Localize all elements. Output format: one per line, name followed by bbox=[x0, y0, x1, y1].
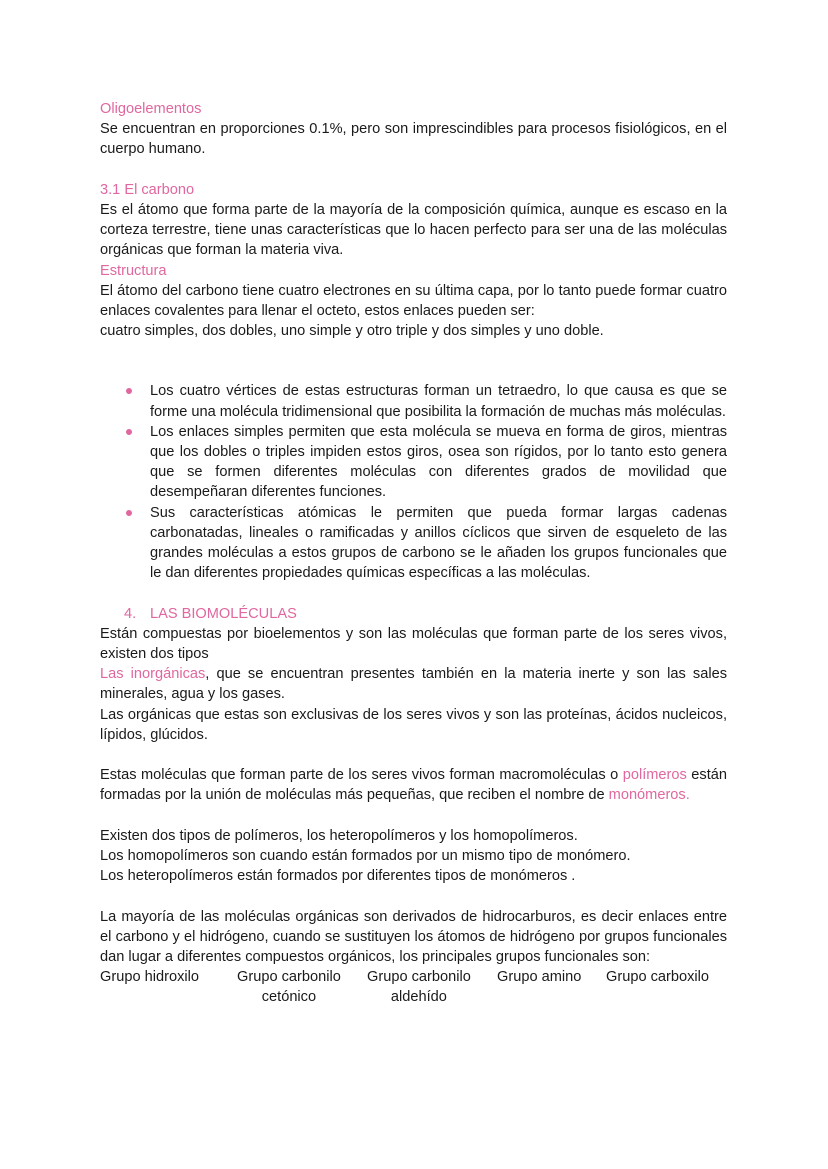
oligo-heading: Oligoelementos bbox=[100, 101, 202, 117]
document-content bbox=[100, 99, 727, 1009]
oligo-paragraph: Se encuentran en proporciones 0.1%, pero son imprescindibles para procesos fisiológicos, en el cuerpo humano. bbox=[100, 121, 727, 158]
estructura-paragraph: El átomo del carbono tiene cuatro electrones en su última capa, por lo tanto puede formar cuatro enlaces covalentes para llenar el octeto, estos enlaces pueden ser: bbox=[100, 282, 727, 320]
carbono-paragraph: Es el átomo que forma parte de la mayoría de la composición química, aunque es escaso en la corteza terrestre, tiene unas características que lo hacen perfecto para ser una de las moléculas orgánicas que forman la materia viva. bbox=[100, 202, 727, 259]
polimeros-text-a: Estas moléculas que forman parte de los seres vivos forman macromoléculas o bbox=[100, 767, 623, 784]
polimeros-text-b: están formadas por la unión de moléculas más pequeñas, que reciben el nombre de bbox=[100, 767, 727, 804]
inorganicas-paragraph bbox=[100, 664, 727, 704]
tipos-line-1: Existen dos tipos de polímeros, los heteropolímeros y los homopolímeros. bbox=[100, 827, 578, 844]
inorganicas-label: Las inorgánicas bbox=[100, 666, 206, 683]
carbono-heading: 3.1 El carbono bbox=[100, 181, 195, 198]
estructura-heading: Estructura bbox=[100, 262, 167, 279]
inorganicas-text: , que se encuentran presentes también en la materia inerte y son las sales minerales, agua y los gases. bbox=[100, 666, 727, 703]
bullet-dot-icon bbox=[126, 510, 132, 516]
functional-group bbox=[237, 967, 341, 1007]
functional-group bbox=[100, 967, 199, 987]
bullet-text: Los enlaces simples permiten que esta molécula se mueva en forma de giros, mientras que los dobles o triples impiden estos giros, osea son rígidos, por lo tanto esto genera que se formen diferentes moléculas con diferentes grados de movilidad que desempeñaran diferentes funciones. bbox=[150, 423, 727, 501]
group-subname: aldehído bbox=[390, 989, 447, 1006]
bullet-item bbox=[100, 381, 727, 421]
functional-group bbox=[606, 967, 709, 987]
section-title: LAS BIOMOLÉCULAS bbox=[150, 605, 297, 622]
tipos-line-2: Los homopolímeros son cuando están formados por un mismo tipo de monómero. bbox=[100, 848, 631, 865]
bullet-text: Sus características atómicas le permiten que pueda formar largas cadenas carbonatadas, lineales o ramificadas y anillos cíclicos que sirven de esqueleto de las grandes moléculas a estos grupos de carbono se le añaden los grupos funcionales que le dan diferentes propiedades químicas específicas a las moléculas. bbox=[150, 504, 727, 582]
biomoleculas-intro: Están compuestas por bioelementos y son las moléculas que forman parte de los seres vivos, existen dos tipos bbox=[100, 625, 727, 663]
tipos-line-3: Los heteropolímeros están formados por diferentes tipos de monómeros . bbox=[100, 868, 576, 885]
bullet-text: Los cuatro vértices de estas estructuras forman un tetraedro, lo que causa es que se forme una molécula tridimensional que posibilita la formación de muchas más moléculas. bbox=[150, 383, 727, 420]
functional-group bbox=[497, 967, 581, 987]
monomeros-term: monómeros. bbox=[608, 787, 690, 804]
section-number: 4. bbox=[124, 605, 137, 622]
bullet-dot-icon bbox=[126, 429, 132, 435]
biomoleculas-heading bbox=[100, 604, 727, 624]
organicas-paragraph: Las orgánicas que estas son exclusivas de los seres vivos y son las proteínas, ácidos nucleicos, lípidos, glúcidos. bbox=[100, 706, 727, 743]
polimeros-paragraph bbox=[100, 765, 727, 805]
carbono-bullet-list bbox=[100, 381, 727, 583]
group-name: Grupo carbonilo bbox=[367, 969, 471, 986]
group-subname: cetónico bbox=[261, 989, 317, 1006]
polimeros-term: polímeros bbox=[622, 767, 687, 784]
bullet-item bbox=[100, 503, 727, 584]
group-name: Grupo amino bbox=[497, 969, 582, 986]
group-name: Grupo carboxilo bbox=[606, 969, 710, 986]
estructura-paragraph-2: cuatro simples, dos dobles, uno simple y otro triple y dos simples y uno doble. bbox=[100, 323, 604, 340]
group-name: Grupo carbonilo bbox=[237, 969, 341, 986]
functional-group bbox=[367, 967, 471, 1007]
group-name: Grupo hidroxilo bbox=[100, 969, 199, 986]
hidrocarburos-paragraph: La mayoría de las moléculas orgánicas son derivados de hidrocarburos, es decir enlaces entre el carbono y el hidrógeno, cuando se sustituyen los átomos de hidrógeno por grupos funcionales dan lugar a diferentes compuestos orgánicos, los principales grupos funcionales son: bbox=[100, 908, 727, 966]
functional-groups-row bbox=[100, 967, 727, 1009]
bullet-item bbox=[100, 422, 727, 503]
bullet-dot-icon bbox=[126, 388, 132, 394]
